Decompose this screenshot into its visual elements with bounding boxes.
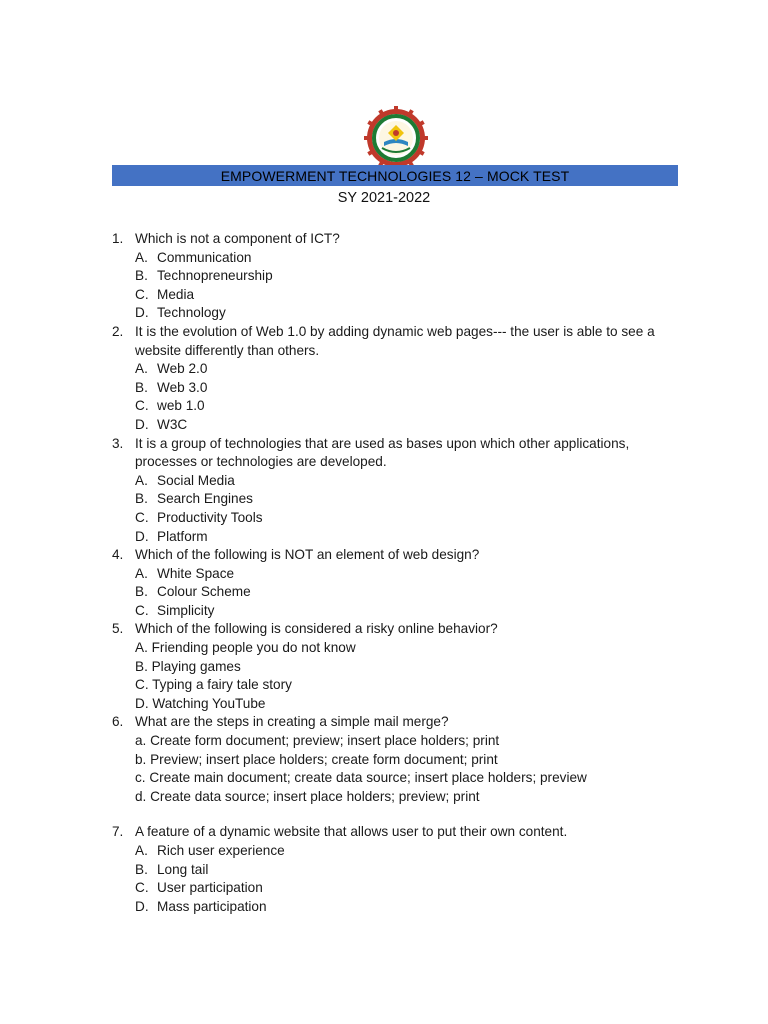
option-list bbox=[0, 639, 768, 713]
option-item bbox=[0, 879, 768, 898]
question-number: 7. bbox=[112, 824, 124, 840]
option-item bbox=[0, 751, 768, 770]
option-letter: C. bbox=[135, 880, 149, 896]
option-item bbox=[0, 286, 768, 305]
option-list bbox=[0, 472, 768, 546]
option-item bbox=[0, 769, 768, 788]
option-text: A. Friending people you do not know bbox=[135, 640, 356, 656]
option-letter: B. bbox=[135, 379, 148, 395]
option-text: Platform bbox=[157, 528, 208, 544]
option-text: Rich user experience bbox=[157, 843, 285, 858]
option-letter: A. bbox=[135, 472, 148, 488]
question-number: 6. bbox=[112, 714, 124, 730]
option-item bbox=[0, 583, 768, 602]
option-letter: D. bbox=[135, 305, 149, 321]
option-text: W3C bbox=[157, 416, 188, 432]
question-text: It is the evolution of Web 1.0 by adding dynamic web pages--- the user is able to see a website differently than others. bbox=[135, 323, 655, 358]
option-item bbox=[0, 602, 768, 621]
option-letter: A. bbox=[135, 565, 148, 581]
title-banner bbox=[112, 165, 678, 186]
option-text: C. Typing a fairy tale story bbox=[135, 677, 292, 693]
option-item bbox=[0, 732, 768, 751]
option-letter: A. bbox=[135, 361, 148, 377]
question-number: 4. bbox=[112, 547, 124, 563]
question-number: 2. bbox=[112, 323, 124, 339]
option-text: Technopreneurship bbox=[157, 268, 273, 284]
option-text: c. Create main document; create data source; insert place holders; preview bbox=[135, 770, 587, 786]
option-letter: B. bbox=[135, 584, 148, 600]
option-item bbox=[0, 898, 768, 917]
question-text: Which of the following is considered a risky online behavior? bbox=[135, 621, 498, 637]
question-text: Which is not a component of ICT? bbox=[135, 231, 340, 246]
option-letter: D. bbox=[135, 416, 149, 432]
option-text: Long tail bbox=[157, 861, 209, 877]
question-item bbox=[0, 230, 768, 323]
question-text: A feature of a dynamic website that allows user to put their own content. bbox=[135, 824, 568, 840]
option-text: White Space bbox=[157, 565, 235, 581]
option-list bbox=[0, 842, 768, 916]
option-item bbox=[0, 565, 768, 584]
option-item bbox=[0, 676, 768, 695]
option-list bbox=[0, 249, 768, 323]
option-item bbox=[0, 788, 768, 807]
option-letter: D. bbox=[135, 528, 149, 544]
question-item bbox=[0, 620, 768, 713]
option-text: Simplicity bbox=[157, 602, 215, 618]
option-item bbox=[0, 639, 768, 658]
school-year: SY 2021-2022 bbox=[337, 190, 431, 206]
option-item bbox=[0, 472, 768, 491]
option-letter: B. bbox=[135, 491, 148, 507]
question-item bbox=[0, 323, 768, 435]
option-item bbox=[0, 842, 768, 861]
option-text: a. Create form document; preview; insert place holders; print bbox=[135, 733, 500, 749]
option-list bbox=[0, 732, 768, 806]
question-item bbox=[0, 713, 768, 823]
spacer bbox=[0, 806, 768, 823]
question-number: 3. bbox=[112, 435, 124, 451]
option-text: Productivity Tools bbox=[157, 509, 263, 525]
option-letter: C. bbox=[135, 286, 149, 302]
option-text: d. Create data source; insert place holders; preview; print bbox=[135, 788, 480, 804]
option-letter: C. bbox=[135, 602, 149, 618]
question-item bbox=[0, 823, 768, 916]
option-text: web 1.0 bbox=[157, 398, 205, 414]
option-item bbox=[0, 695, 768, 714]
option-text: User participation bbox=[157, 880, 263, 896]
question-item bbox=[0, 546, 768, 620]
question-item bbox=[0, 435, 768, 547]
option-letter: D. bbox=[135, 898, 149, 914]
option-item bbox=[0, 861, 768, 880]
option-item bbox=[0, 360, 768, 379]
option-text: Technology bbox=[157, 305, 226, 321]
option-text: B. Playing games bbox=[135, 658, 241, 674]
option-letter: C. bbox=[135, 509, 149, 525]
question-number: 5. bbox=[112, 621, 124, 637]
option-letter: A. bbox=[135, 249, 148, 265]
option-item bbox=[0, 304, 768, 323]
option-list bbox=[0, 360, 768, 434]
option-text: Media bbox=[157, 286, 195, 302]
option-text: Web 2.0 bbox=[157, 361, 208, 377]
option-letter: B. bbox=[135, 268, 148, 284]
option-letter: A. bbox=[135, 843, 148, 858]
option-text: Mass participation bbox=[157, 898, 267, 914]
school-seal-icon bbox=[364, 106, 428, 170]
option-item bbox=[0, 267, 768, 286]
option-list bbox=[0, 565, 768, 621]
option-text: Web 3.0 bbox=[157, 379, 208, 395]
question-text: It is a group of technologies that are used as bases upon which other applications, processes or technologies are developed. bbox=[135, 435, 630, 470]
question-text: What are the steps in creating a simple mail merge? bbox=[135, 714, 449, 730]
option-text: b. Preview; insert place holders; create form document; print bbox=[135, 751, 498, 767]
option-item bbox=[0, 416, 768, 435]
option-text: Social Media bbox=[157, 472, 235, 488]
option-text: Search Engines bbox=[157, 491, 253, 507]
option-letter: C. bbox=[135, 398, 149, 414]
option-item bbox=[0, 658, 768, 677]
option-text: Colour Scheme bbox=[157, 584, 251, 600]
option-text: D. Watching YouTube bbox=[135, 695, 266, 711]
option-item bbox=[0, 397, 768, 416]
option-item bbox=[0, 379, 768, 398]
option-item bbox=[0, 509, 768, 528]
option-item bbox=[0, 249, 768, 268]
document-title: EMPOWERMENT TECHNOLOGIES 12 – MOCK TEST bbox=[220, 167, 570, 184]
option-letter: B. bbox=[135, 861, 148, 877]
option-item bbox=[0, 528, 768, 547]
question-list bbox=[0, 230, 768, 916]
question-number: 1. bbox=[112, 231, 124, 246]
option-item bbox=[0, 490, 768, 509]
question-text: Which of the following is NOT an element of web design? bbox=[135, 547, 480, 563]
option-text: Communication bbox=[157, 249, 252, 265]
